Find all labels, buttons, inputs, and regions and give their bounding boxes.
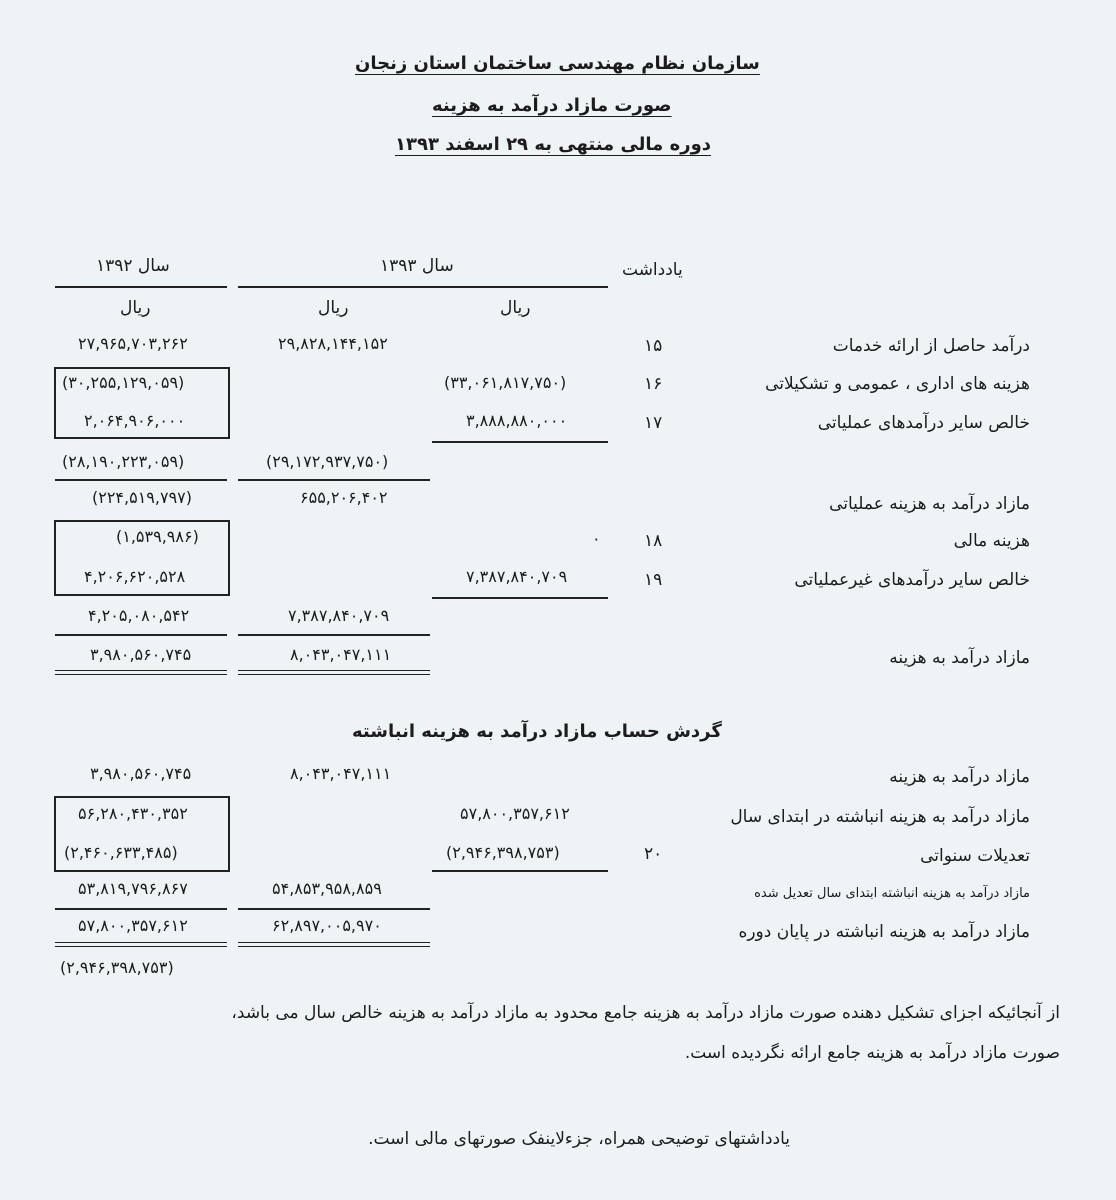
row-note: ۲۰ xyxy=(644,844,663,864)
detail-rule xyxy=(432,870,608,872)
row-label: هزینه های اداری ، عمومی و تشکیلاتی xyxy=(765,374,1030,394)
current-detail-value: ۰ xyxy=(592,529,601,548)
current-year-rule xyxy=(238,286,608,288)
row-label: مازاد درآمد به هزینه انباشته ابتدای سال تعدیل شده xyxy=(754,886,1030,901)
row-label: مازاد درآمد به هزینه عملیاتی xyxy=(829,494,1030,514)
currency-label-total: ریال xyxy=(318,298,349,318)
prior-year-value: ۲۷,۹۶۵,۷۰۳,۲۶۲ xyxy=(78,334,188,353)
prior-rule xyxy=(55,634,227,636)
prior-year-value: ۴,۲۰۶,۶۲۰,۵۲۸ xyxy=(84,567,186,586)
prior-year-value: (۲۸,۱۹۰,۲۲۳,۰۵۹) xyxy=(62,452,185,471)
prior-year-value: (۱,۵۳۹,۹۸۶) xyxy=(116,527,199,546)
row-label: درآمد حاصل از ارائه خدمات xyxy=(832,336,1030,356)
current-total-value: ۲۹,۸۲۸,۱۴۴,۱۵۲ xyxy=(278,334,388,353)
row-label: مازاد درآمد به هزینه xyxy=(889,648,1030,668)
note-column-header: یادداشت xyxy=(622,260,683,280)
current-detail-value: ۳,۸۸۸,۸۸۰,۰۰۰ xyxy=(466,411,568,430)
prior-year-rule xyxy=(55,286,227,288)
current-total-value: ۶۵۵,۲۰۶,۴۰۲ xyxy=(300,488,388,507)
row-note: ۱۹ xyxy=(644,570,663,590)
double-rule xyxy=(55,670,227,675)
total-rule xyxy=(238,634,430,636)
row-label: مازاد درآمد به هزینه انباشته در ابتدای سال xyxy=(730,807,1030,827)
prior-year-value: (۳۰,۲۵۵,۱۲۹,۰۵۹) xyxy=(62,373,185,392)
period-title: دوره مالی منتهی به ۲۹ اسفند ۱۳۹۳ xyxy=(395,134,712,155)
current-total-value: ۸,۰۴۳,۰۴۷,۱۱۱ xyxy=(290,645,392,664)
prior-year-value: ۲,۰۶۴,۹۰۶,۰۰۰ xyxy=(84,411,186,430)
section2-title: گردش حساب مازاد درآمد به هزینه انباشته xyxy=(352,721,722,742)
prior-rule xyxy=(55,479,227,481)
prior-year-value: ۳,۹۸۰,۵۶۰,۷۴۵ xyxy=(90,764,192,783)
current-total-value: (۲۹,۱۷۲,۹۳۷,۷۵۰) xyxy=(266,452,389,471)
current-total-value: ۸,۰۴۳,۰۴۷,۱۱۱ xyxy=(290,764,392,783)
currency-label-prior: ریال xyxy=(120,298,151,318)
double-rule xyxy=(238,942,430,947)
row-note: ۱۸ xyxy=(644,531,663,551)
current-detail-value: (۳۳,۰۶۱,۸۱۷,۷۵۰) xyxy=(444,373,567,392)
prior-year-value: (۲,۴۶۰,۶۳۳,۴۸۵) xyxy=(64,843,178,862)
footnote: یادداشتهای توضیحی همراه، جزءلاینفک صورتهای مالی است. xyxy=(368,1129,790,1149)
row-note: ۱۶ xyxy=(644,374,663,394)
prior-subtotal-box xyxy=(54,367,230,439)
prior-subtotal-box xyxy=(54,796,230,872)
explanation-line-1: از آنجائیکه اجزای تشکیل دهنده صورت مازاد درآمد به هزینه جامع محدود به مازاد درآمد به هزینه خالص سال می باشد، xyxy=(231,1003,1060,1023)
row-label: خالص سایر درآمدهای عملیاتی xyxy=(817,413,1030,433)
detail-rule xyxy=(432,441,608,443)
current-total-value: ۵۴,۸۵۳,۹۵۸,۸۵۹ xyxy=(272,879,382,898)
total-rule xyxy=(238,479,430,481)
detail-rule xyxy=(432,597,608,599)
prior-rule xyxy=(55,908,227,910)
extra-figure: (۲,۹۴۶,۳۹۸,۷۵۳) xyxy=(60,958,174,977)
current-total-value: ۷,۳۸۷,۸۴۰,۷۰۹ xyxy=(288,606,390,625)
prior-year-value: (۲۲۴,۵۱۹,۷۹۷) xyxy=(92,488,192,507)
double-rule xyxy=(55,942,227,947)
double-rule xyxy=(238,670,430,675)
row-note: ۱۵ xyxy=(644,336,663,356)
total-rule xyxy=(238,908,430,910)
prior-year-header: سال ۱۳۹۲ xyxy=(96,256,170,276)
prior-subtotal-box xyxy=(54,520,230,596)
currency-label-detail: ریال xyxy=(500,298,531,318)
prior-year-value: ۴,۲۰۵,۰۸۰,۵۴۲ xyxy=(88,606,190,625)
row-label: مازاد درآمد به هزینه xyxy=(889,767,1030,787)
row-label: هزینه مالی xyxy=(953,531,1030,551)
prior-year-value: ۵۶,۲۸۰,۴۳۰,۳۵۲ xyxy=(78,804,188,823)
current-detail-value: ۷,۳۸۷,۸۴۰,۷۰۹ xyxy=(466,567,568,586)
row-label: خالص سایر درآمدهای غیرعملیاتی xyxy=(794,570,1030,590)
row-label: مازاد درآمد به هزینه انباشته در پایان دوره xyxy=(738,922,1030,942)
org-title: سازمان نظام مهندسی ساختمان استان زنجان xyxy=(355,53,760,74)
prior-year-value: ۳,۹۸۰,۵۶۰,۷۴۵ xyxy=(90,645,192,664)
prior-year-value: ۵۷,۸۰۰,۳۵۷,۶۱۲ xyxy=(78,916,188,935)
current-year-header: سال ۱۳۹۳ xyxy=(380,256,454,276)
current-detail-value: (۲,۹۴۶,۳۹۸,۷۵۳) xyxy=(446,843,560,862)
statement-title: صورت مازاد درآمد به هزینه xyxy=(432,95,672,116)
row-note: ۱۷ xyxy=(644,413,663,433)
current-total-value: ۶۲,۸۹۷,۰۰۵,۹۷۰ xyxy=(272,916,382,935)
prior-year-value: ۵۳,۸۱۹,۷۹۶,۸۶۷ xyxy=(78,879,188,898)
row-label: تعدیلات سنواتی xyxy=(920,846,1030,866)
current-detail-value: ۵۷,۸۰۰,۳۵۷,۶۱۲ xyxy=(460,804,570,823)
explanation-line-2: صورت مازاد درآمد به هزینه جامع ارائه نگردیده است. xyxy=(684,1043,1060,1063)
